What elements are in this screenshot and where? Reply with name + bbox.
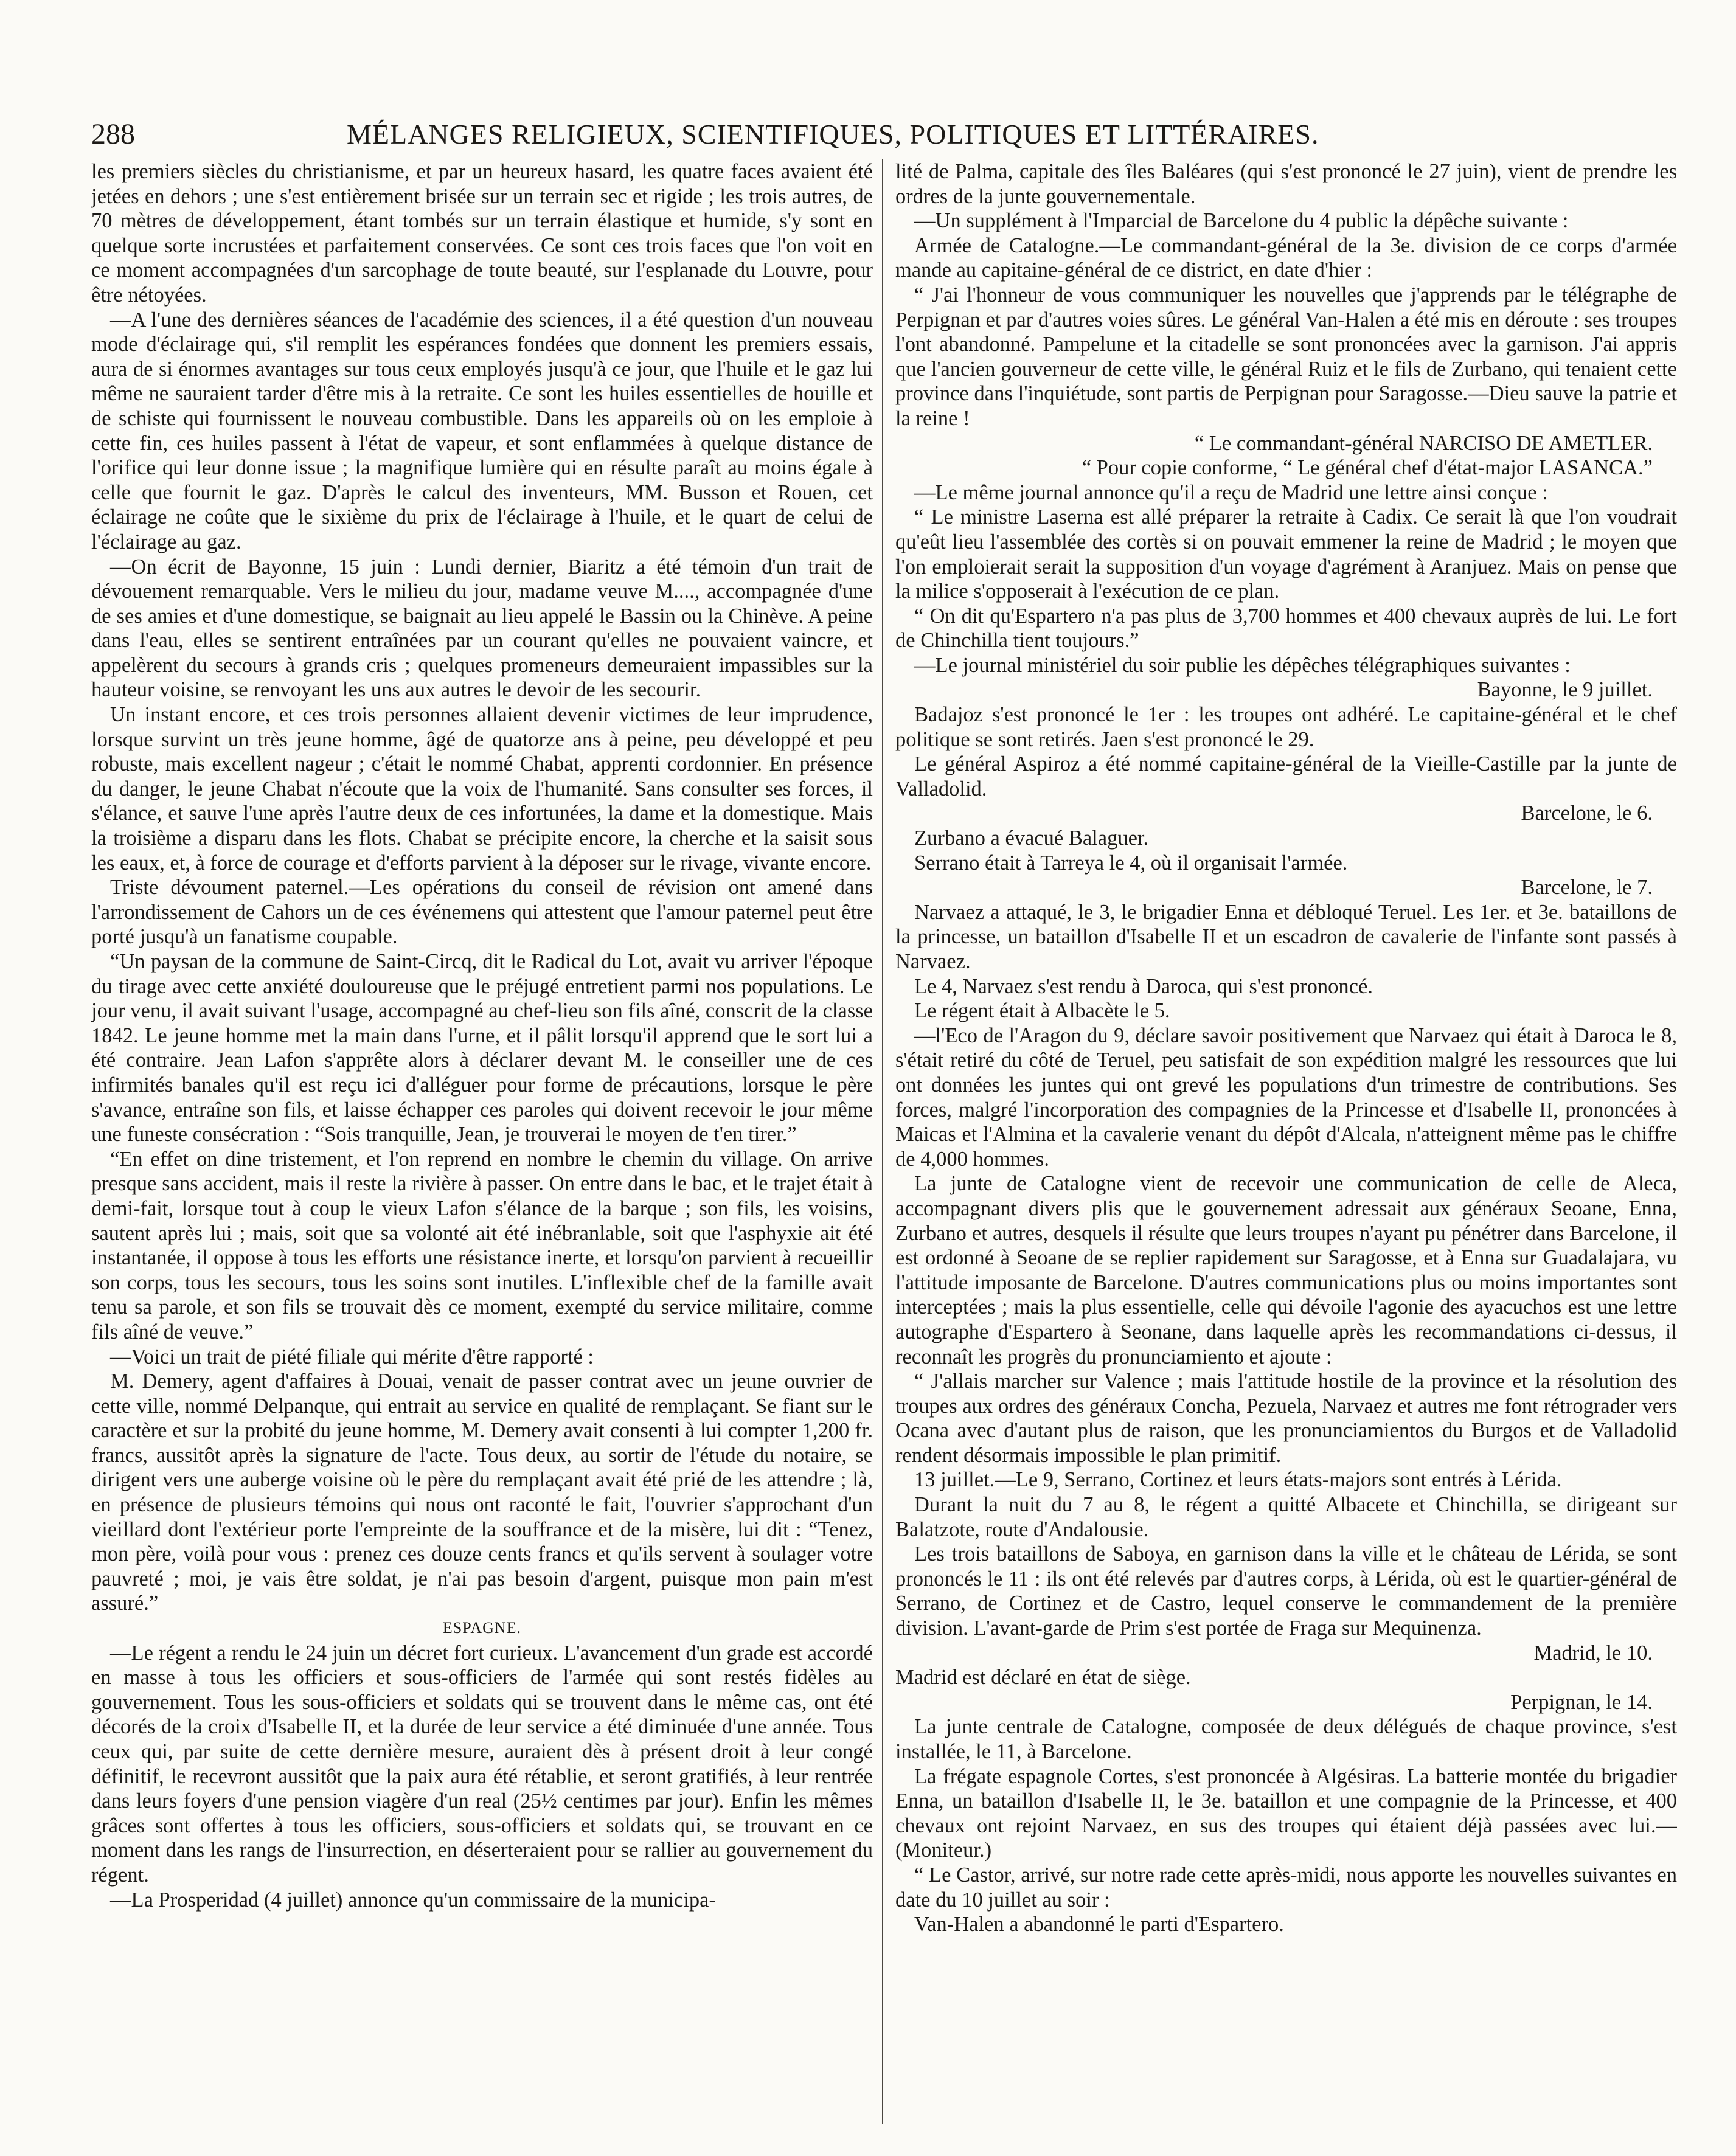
paragraph: Les trois bataillons de Saboya, en garnison dans la ville et le château de Lérida, se sont prononcés le 11 : ils ont été relevés par d'autres corps, à Lérida, où est le quartier-général de Serrano, de Cortinez et de Castro, lequel conserve le commandement de la première division. L'avant-garde de Prim s'est portée de Fraga sur Mequinenza. — [895, 1542, 1677, 1640]
paragraph: La frégate espagnole Cortes, s'est prononcée à Algésiras. La batterie montée du brigadier Enna, un bataillon d'Isabelle II, le 3e. bataillon et une compagnie de la Princesse, et 400 chevaux ont rejoint Narvaez, en sus des troupes qui étaient déjà passées avec lui.—(Moniteur.) — [895, 1764, 1677, 1862]
paragraph: —Le régent a rendu le 24 juin un décret fort curieux. L'avancement d'un grade est accordé en masse à tous les officiers et sous-officiers de l'armée qui sont restés fidèles au gouvernement. Tous les sous-officiers et soldats qui se trouvent dans le même cas, ont été décorés de la croix d'Isabelle II, et la durée de leur service a été diminuée d'une année. Tous ceux qui, par suite de cette dernière mesure, auraient dès à présent droit à leur congé définitif, le recevront aussitôt que la paix aura été rétablie, et seront gratifiés, à leur rentrée dans leurs foyers d'une pension viagère d'un real (25½ centimes par jour). Enfin les mêmes grâces sont offertes à tous les officiers, sous-officiers et soldats qui, se trouvant en ce moment dans les rangs de l'insurrection, en déserteraient pour se rallier au gouvernement du régent. — [91, 1641, 873, 1887]
paragraph: —Un supplément à l'Imparcial de Barcelone du 4 public la dépêche suivante : — [914, 209, 1569, 233]
paragraph: Madrid est déclaré en état de siège. — [895, 1666, 1191, 1690]
paragraph: “ Le Castor, arrivé, sur notre rade cette après-midi, nous apporte les nouvelles suivantes en date du 10 juillet au soir : — [895, 1863, 1677, 1912]
paragraph: Durant la nuit du 7 au 8, le régent a quitté Albacete et Chinchilla, se dirigeant sur Balatzote, route d'Andalousie. — [895, 1493, 1677, 1541]
paragraph: “ J'ai l'honneur de vous communiquer les nouvelles que j'apprends par le télégraphe de Perpignan et par d'autres voies sûres. Le général Van-Halen a été mis en déroute : ses troupes l'ont abandonné. Pampelune et la citadelle se sont prononcées avec la garnison. J'ai appris que l'ancien gouverneur de cette ville, le général Ruiz et le fils de Zurbano, qui tenaient cette province dans l'inquiétude, sont partis de Perpignan pour Saragosse.—Dieu sauve la patrie et la reine ! — [895, 283, 1677, 430]
paragraph: Zurbano a évacué Balaguer. — [914, 827, 1149, 850]
paragraph: “ J'allais marcher sur Valence ; mais l'attitude hostile de la province et la résolution des troupes aux ordres des généraux Concha, Pezuela, Narvaez et autres me font rétrograder vers Ocana avec d'autant plus de raison, que les pronunciamientos du Burgos et de Valladolid rendent désormais impossible le plan primitif. — [895, 1370, 1677, 1467]
paragraph: Armée de Catalogne.—Le commandant-général de la 3e. division de ce corps d'armée mande au capitaine-général de ce district, en date d'hier : — [895, 234, 1677, 282]
paragraph: “En effet on dine tristement, et l'on reprend en nombre le chemin du village. On arrive presque sans accident, mais il reste la rivière à passer. On entre dans le bac, et le trajet était à demi-fait, lorsque tout à coup le vieux Lafon s'élance de la barque ; son fils, les voisins, sautent après lui ; mais, soit que sa volonté ait été inébranlable, soit que l'asphyxie ait été instantanée, il oppose à tous les efforts une résistance inerte, et lorsqu'on parvient à recueillir son corps, tous les secours, tous les soins sont inutiles. L'inflexible chef de la famille avait tenu sa parole, et son fils se trouvait dès ce moment, exempté du service militaire, comme fils aîné de veuve.” — [91, 1147, 873, 1343]
paragraph: —On écrit de Bayonne, 15 juin : Lundi dernier, Biaritz a été témoin d'un trait de dévouement remarquable. Vers le milieu du jour, madame veuve M...., accompagnée d'une de ses amies et d'une domestique, se baignait au lieu appelé le Bassin ou la Chinève. A peine dans l'eau, elles se sentirent entraînées par un courant qu'elles ne pouvaient vaincre, et appelèrent du secours à grands cris ; quelques promeneurs demeuraient impassibles sur la hauteur voisine, se renvoyant les uns aux autres le devoir de les secourir. — [91, 555, 873, 702]
dateline: Bayonne, le 9 juillet. — [1477, 678, 1653, 702]
paragraph: Narvaez a attaqué, le 3, le brigadier Enna et débloqué Teruel. Les 1er. et 3e. bataillons de la princesse, un bataillon d'Isabelle II et un escadron de cavalerie de l'infante sont passés à Narvaez. — [895, 900, 1677, 973]
right-column — [895, 159, 1677, 2124]
section-heading: ESPAGNE. — [442, 1619, 522, 1637]
paragraph: “ Le ministre Laserna est allé préparer la retraite à Cadix. Ce serait là que l'on voudrait qu'eût lieu l'assemblée des cortès si on pouvait emmener la reine de Madrid ; le moyen que l'on emploierait serait la supposition d'un voyage d'agrément à Aranjuez. Mais on pense que la milice s'opposerait à l'exécution de ce plan. — [895, 505, 1677, 603]
paragraph: les premiers siècles du christianisme, et par un heureux hasard, les quatre faces avaient été jetées en dehors ; une s'est entièrement brisée sur un terrain sec et rigide ; les trois autres, de 70 mètres de développement, étant tombés sur un terrain élastique et humide, s'y sont en quelque sorte incrustées et parfaitement conservées. Ce sont ces trois faces que l'on voit en ce moment accompagnées d'un sarcophage de toute beauté, sur l'esplanade du Louvre, pour être nétoyées. — [91, 160, 873, 307]
paragraph: “ On dit qu'Espartero n'a pas plus de 3,700 hommes et 400 chevaux auprès de lui. Le fort de Chinchilla tient toujours.” — [895, 604, 1677, 653]
paragraph: —La Prosperidad (4 juillet) annonce qu'un commissaire de la municipa- — [110, 1888, 716, 1912]
paragraph: —A l'une des dernières séances de l'académie des sciences, il a été question d'un nouveau mode d'éclairage qui, s'il remplit les espérances fondées que donnent les premiers essais, aura de si énormes avantages sur tous ceux employés jusqu'à ce jour, que l'huile et le gaz lui même ne sauraient tarder d'être mis à la retraite. Ce sont les huiles essentielles de houille et de schiste qui fournissent le nouveau combustible. Dans les appareils où on les emploie à cette fin, ces huiles passent à l'état de vapeur, et sont enflammées à quelque distance de l'orifice qui leur donne issue ; la magnifique lumière qui en résulte paraît au moins égale à celle que fournit le gaz. D'après le calcul des inventeurs, MM. Busson et Rouen, cet éclairage ne coûte que le sixième du prix de l'éclairage à l'huile, et le quart de celui de l'éclairage au gaz. — [91, 308, 873, 553]
paragraph: La junte de Catalogne vient de recevoir une communication de celle de Aleca, accompagnant divers plis que le gouvernement adressait aux généraux Seoane, Enna, Zurbano et autres, desquels il résulte que leurs troupes n'ayant pu pénétrer dans Barcelone, il est ordonné à Seoane de se replier rapidement sur Saragosse, et à Enna sur Guadalajara, vu l'attitude imposante de Barcelone. D'autres communications plus ou moins importantes sont interceptées ; mais la plus essentielle, celle qui dévoile l'agonie des ayacuchos est une lettre autographe d'Espartero à Seonane, dans laquelle après les recommandations ci-dessus, il reconnaît les progrès du pronunciamiento et ajoute : — [895, 1172, 1677, 1368]
paragraph: M. Demery, agent d'affaires à Douai, venait de passer contrat avec un jeune ouvrier de cette ville, nommé Delpanque, qui entrait au service en qualité de remplaçant. Se fiant sur le caractère et sur la probité du jeune homme, M. Demery avait consenti à lui compter 1,200 fr. francs, aussitôt après la signature de l'acte. Tous deux, au sortir de l'étude du notaire, se dirigent vers une auberge voisine où le père du remplaçant avait été prié de les attendre ; là, en présence de plusieurs témoins qui nous ont raconté le fait, l'ouvrier s'approchant d'un vieillard dont l'extérieur porte l'empreinte de la souffrance et de la misère, lui dit : “Tenez, mon père, voilà pour vous : prenez ces douze cents francs et qu'ils servent à soulager votre pauvreté ; moi, je vais être soldat, je n'ai pas besoin d'argent, puisque mon pain m'est assuré.” — [91, 1370, 873, 1615]
dateline: Barcelone, le 7. — [1521, 876, 1653, 899]
running-title: MÉLANGES RELIGIEUX, SCIENTIFIQUES, POLITIQUES ET LITTÉRAIRES. — [347, 119, 1319, 150]
paragraph: Badajoz s'est prononcé le 1er : les troupes ont adhéré. Le capitaine-général et le chef politique se sont retirés. Jaen s'est prononcé le 29. — [895, 703, 1677, 751]
paragraph: “Un paysan de la commune de Saint-Circq, dit le Radical du Lot, avait vu arriver l'époque du tirage avec cette anxiété douloureuse que le préjugé entretient parmi nos populations. Le jour venu, il avait suivant l'usage, accompagné au chef-lieu son fils aîné, conscrit de la classe 1842. Le jeune homme met la main dans l'urne, et il pâlit lorsqu'il apprend que le sort lui a été contraire. Jean Lafon s'apprête alors à déclarer devant M. le conseiller une de ces infirmités banales qu'il est reçu ici d'alléguer pour forme de précautions, lorsque le père s'avance, entraîne son fils, et laisse échapper ces paroles qui doivent recevoir le jour même une funeste consécration : “Sois tranquille, Jean, je trouverai le moyen de t'en tirer.” — [91, 950, 873, 1146]
page-number: 288 — [91, 118, 135, 150]
page-header — [91, 113, 1319, 156]
paragraph: Serrano était à Tarreya le 4, où il organisait l'armée. — [914, 851, 1348, 875]
paragraph: —Le journal ministériel du soir publie les dépêches télégraphiques suivantes : — [914, 653, 1571, 677]
paragraph: lité de Palma, capitale des îles Baléares (qui s'est prononcé le 27 juin), vient de prendre les ordres de la junte gouvernementale. — [895, 160, 1677, 208]
paragraph: Le régent était à Albacète le 5. — [914, 999, 1170, 1023]
paragraph: Le 4, Narvaez s'est rendu à Daroca, qui s'est prononcé. — [914, 974, 1373, 998]
column-divider — [882, 159, 883, 2124]
paragraph: —l'Eco de l'Aragon du 9, déclare savoir positivement que Narvaez qui était à Daroca le 8, s'était retiré du côté de Teruel, peu satisfait de son expédition malgré les ressources que lui ont données les juntes qui ont grevé les populations d'un trimestre de contributions. Ses forces, malgré l'incorporation des compagnies de la Princesse et d'Isabelle II, prononcées à Maicas et l'Almina et la cavalerie venant du dépôt d'Alcala, n'atteignent même pas le chiffre de 4,000 hommes. — [895, 1024, 1677, 1171]
paragraph: Un instant encore, et ces trois personnes allaient devenir victimes de leur imprudence, lorsque survint un très jeune homme, âgé de quatorze ans à peine, peu développé et peu robuste, mais excellent nageur ; c'était le nommé Chabat, apprenti cordonnier. En présence du danger, le jeune Chabat n'écoute que la voix de l'humanité. Sans consulter ses forces, il s'élance, et sauve l'une après l'autre deux de ces infortunées, la dame et la domestique. Mais la troisième a disparu dans les flots. Chabat se précipite encore, la cherche et la saisit sous les eaux, et, à force de courage et d'efforts parvient à la déposer sur le rivage, vivante encore. — [91, 703, 873, 875]
paragraph: La junte centrale de Catalogne, composée de deux délégués de chaque province, s'est installée, le 11, à Barcelone. — [895, 1715, 1677, 1763]
paragraph: —Le même journal annonce qu'il a reçu de Madrid une lettre ainsi conçue : — [914, 480, 1548, 504]
dateline: Perpignan, le 14. — [1510, 1690, 1653, 1714]
paragraph: Le général Aspiroz a été nommé capitaine-général de la Vieille-Castille par la junte de Valladolid. — [895, 752, 1677, 800]
dateline: Madrid, le 10. — [1533, 1641, 1653, 1665]
signature-line: “ Pour copie conforme, “ Le général chef d'état-major LASANCA.” — [1082, 456, 1653, 480]
dateline: Barcelone, le 6. — [1521, 802, 1653, 825]
paragraph: Van-Halen a abandonné le parti d'Espartero. — [914, 1913, 1284, 1936]
paragraph: —Voici un trait de piété filiale qui mérite d'être rapporté : — [110, 1345, 594, 1368]
signature-line: “ Le commandant-général NARCISO DE AMETLER. — [1194, 431, 1653, 455]
left-column — [91, 159, 873, 2124]
paragraph: Triste dévoument paternel.—Les opérations du conseil de révision ont amené dans l'arrondissement de Cahors un de ces événemens qui attestent que l'amour paternel peut être porté jusqu'à un fanatisme coupable. — [91, 876, 873, 949]
paragraph: 13 juillet.—Le 9, Serrano, Cortinez et leurs états-majors sont entrés à Lérida. — [914, 1468, 1562, 1492]
